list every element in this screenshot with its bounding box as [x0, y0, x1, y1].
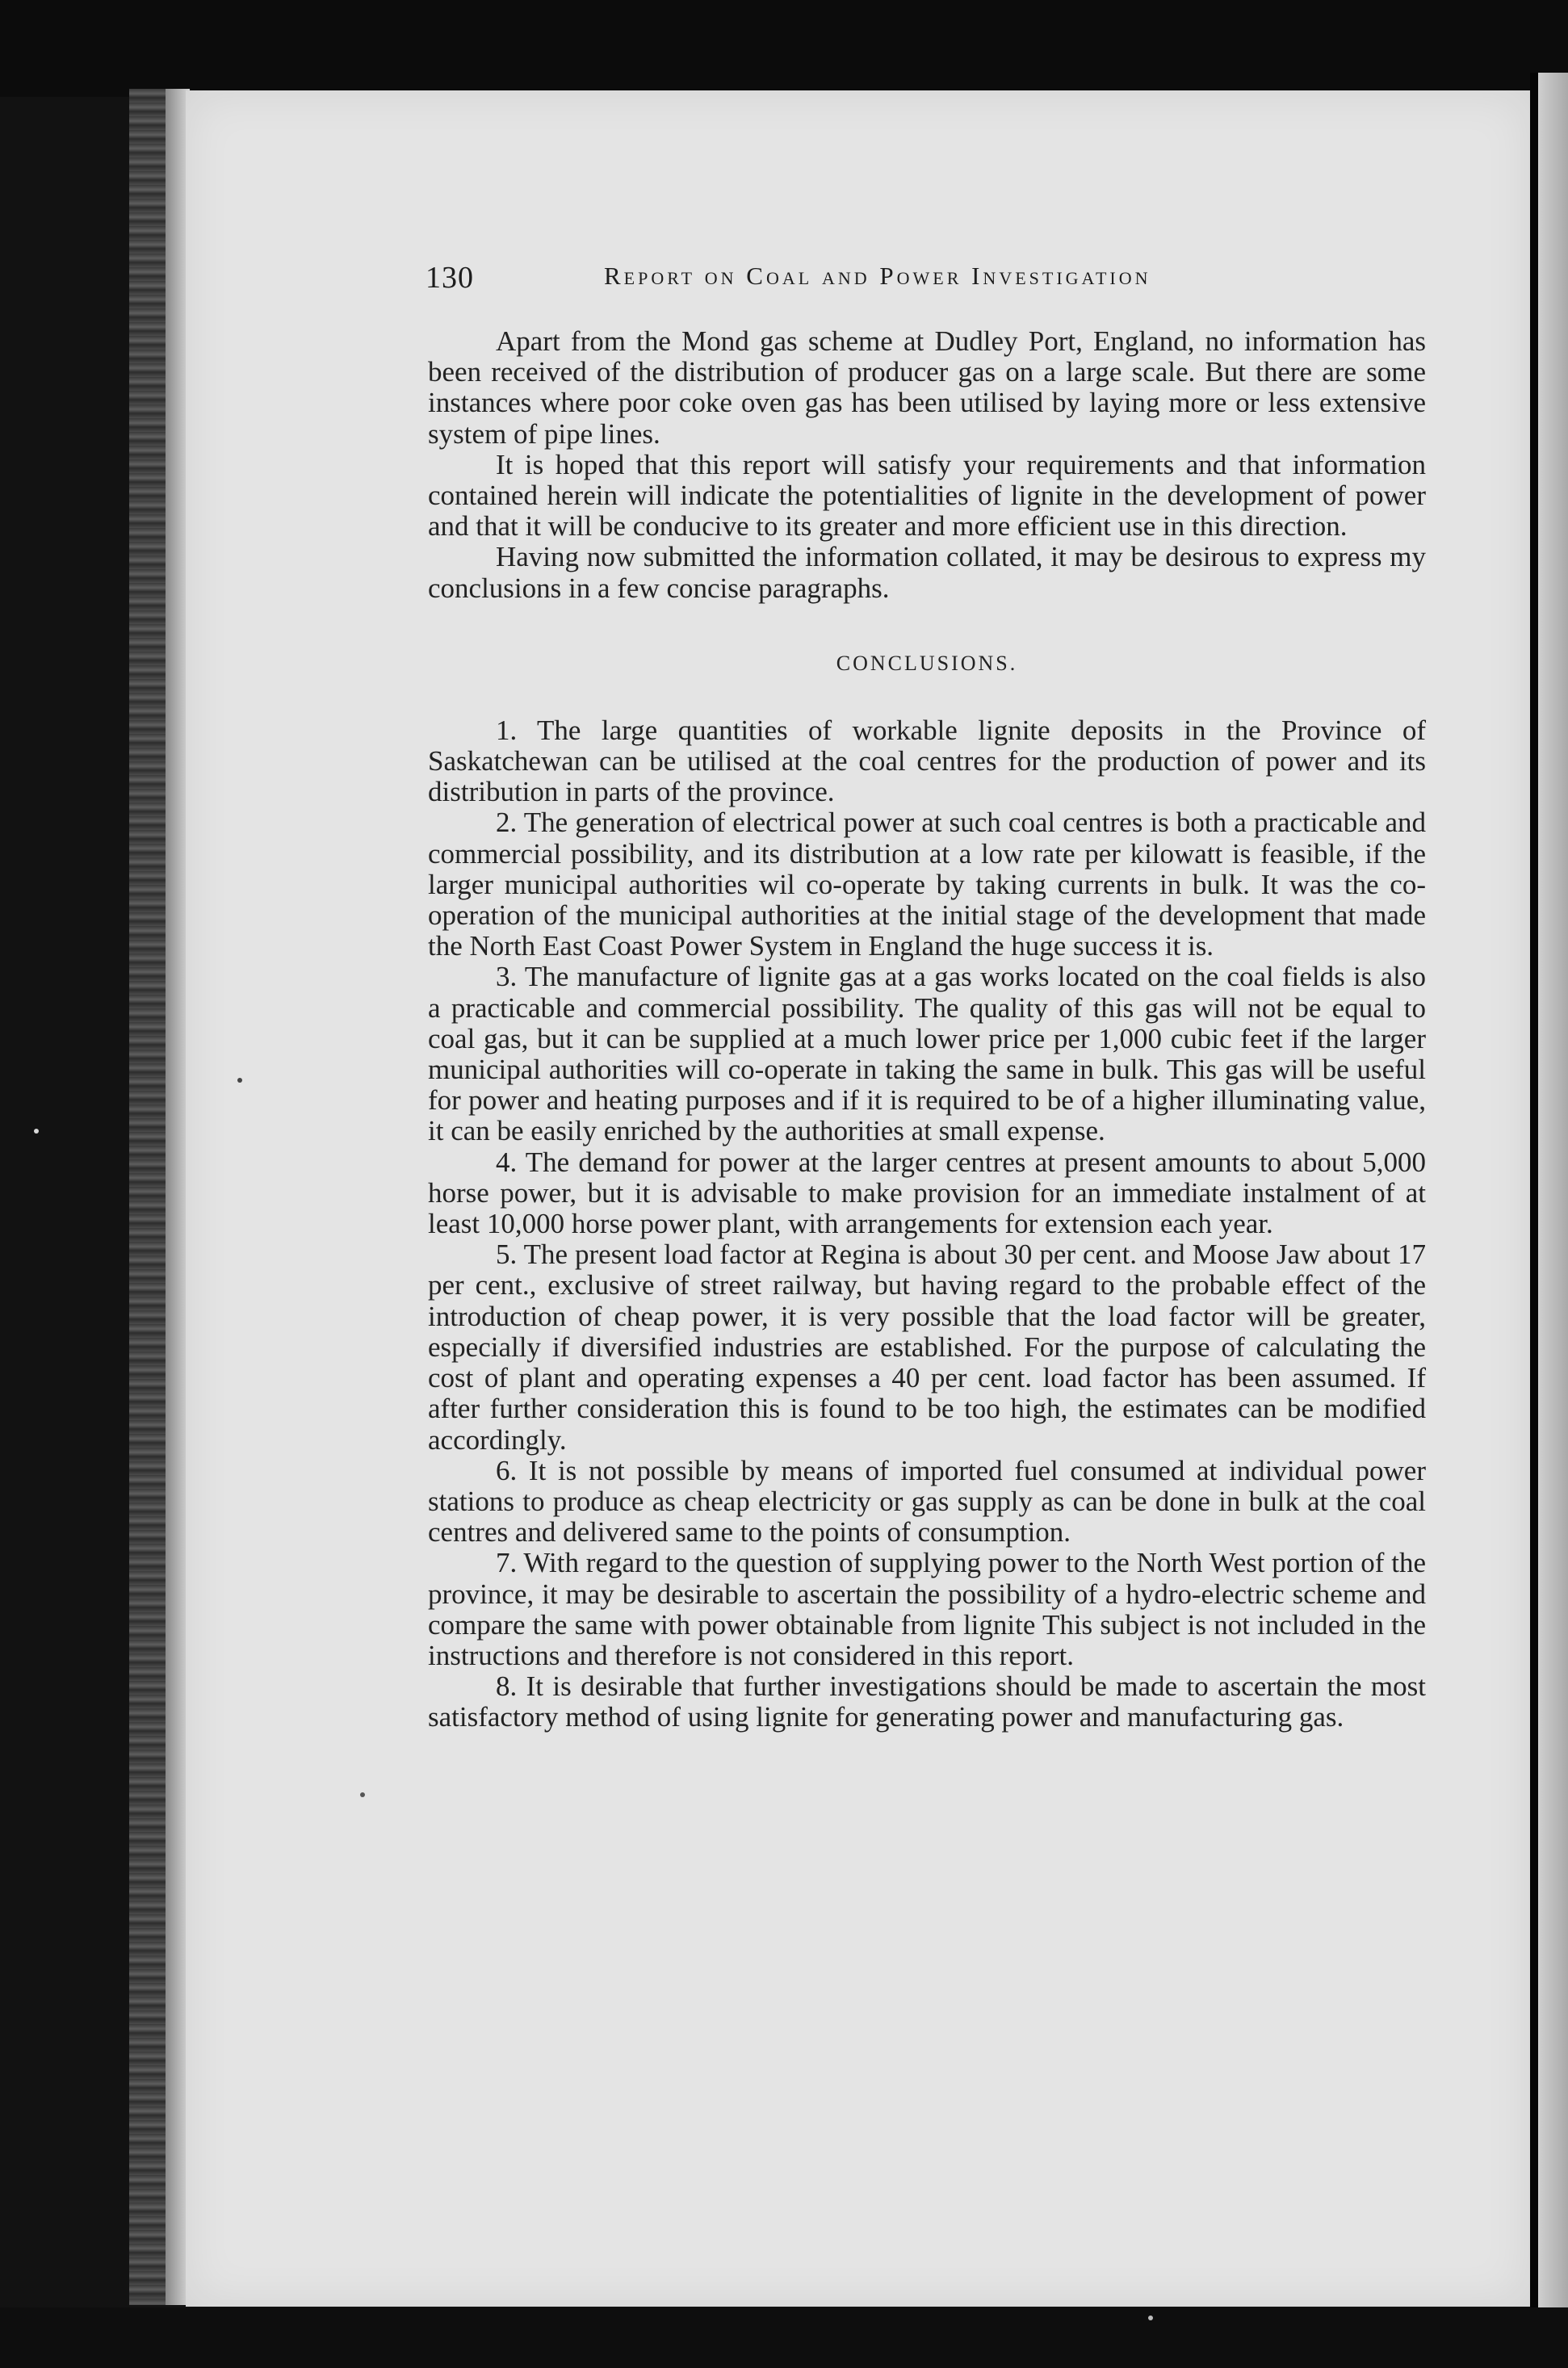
conclusion-item: 4. The demand for power at the larger centres at present amounts to about 5,000 horse power, but it is advisable to make provision for an immediate instalment of at least 10,000 horse power plant, with arrangements for extension each year.	[428, 1146, 1426, 1240]
body-text	[428, 326, 1426, 1733]
scan-speck	[1148, 2316, 1153, 2320]
page-header	[239, 260, 1426, 300]
conclusion-item: 7. With regard to the question of supplying power to the North West portion of the province, it may be desirable to ascertain the possibility of a hydro-electric scheme and compare the same with power obtainable from lignite This subject is not included in the instructions and therefore is not considered in this report.	[428, 1547, 1426, 1671]
scan-speck	[237, 1078, 242, 1083]
page-divider	[1530, 73, 1538, 2325]
scan-speck	[360, 1792, 365, 1797]
conclusion-item: 3. The manufacture of lignite gas at a gas works located on the coal fields is also a practicable and commercial possibility. The quality of this gas will not be equal to coal gas, but it can be supplied at a much lower price per 1,000 cubic feet if the larger municipal authorities will co-operate in taking the same in bulk. This gas will be useful for power and heating purposes and if it is required to be of a higher illuminating value, it can be easily enriched by the authorities at small expense.	[428, 961, 1426, 1147]
page-number: 130	[426, 261, 474, 295]
conclusion-item: 5. The present load factor at Regina is about 30 per cent. and Moose Jaw about 17 per cent., exclusive of street railway, but having regard to the probable effect of the introduction of cheap power, it is very possible that the load factor will be greater, especially if diversified industries are established. For the purpose of calculating the cost of plant and operating expenses a 40 per cent. load factor has been assumed. If after further consideration this is found to be too high, the estimates can be modified accordingly.	[428, 1238, 1426, 1456]
scan-speck	[34, 1129, 39, 1134]
scan-top-border	[0, 0, 1568, 97]
conclusions-heading: CONCLUSIONS.	[836, 651, 1018, 675]
conclusion-item: 8. It is desirable that further investigations should be made to ascertain the most satisfactory method of using lignite for generating power and manufacturing gas.	[428, 1670, 1426, 1733]
intro-paragraph: Having now submitted the information collated, it may be desirous to express my conclusions in a few concise paragraphs.	[428, 541, 1426, 604]
conclusion-item: 1. The large quantities of workable lignite deposits in the Province of Saskatchewan can be utilised at the coal centres for the production of power and its distribution in parts of the province.	[428, 714, 1426, 808]
intro-paragraph: It is hoped that this report will satisfy your requirements and that information contained herein will indicate the potentialities of lignite in the development of power and that it will be conducive to its greater and more efficient use in this direction.	[428, 448, 1426, 543]
scan-bottom-border	[0, 2307, 1568, 2368]
conclusion-item: 2. The generation of electrical power at such coal centres is both a practicable and commercial possibility, and its distribution at a low rate per kilowatt is feasible, if the larger municipal authorities wil co-operate by taking currents in bulk. It was the co-operation of the municipal authorities at the initial stage of the development that made the North East Coast Power System in England the huge success it is.	[428, 807, 1426, 962]
facing-page-edge	[1538, 73, 1568, 2325]
intro-paragraph: Apart from the Mond gas scheme at Dudley Port, England, no information has been received of the distribution of producer gas on a large scale. But there are some instances where poor coke oven gas has been utilised by laying more or less extensive system of pipe lines.	[428, 325, 1426, 450]
conclusion-item: 6. It is not possible by means of imported fuel consumed at individual power stations to produce as cheap electricity or gas supply as can be done in bulk at the coal centres and delivered same to the points of consumption.	[428, 1454, 1426, 1549]
running-head: Report on Coal and Power Investigation	[604, 262, 1151, 290]
